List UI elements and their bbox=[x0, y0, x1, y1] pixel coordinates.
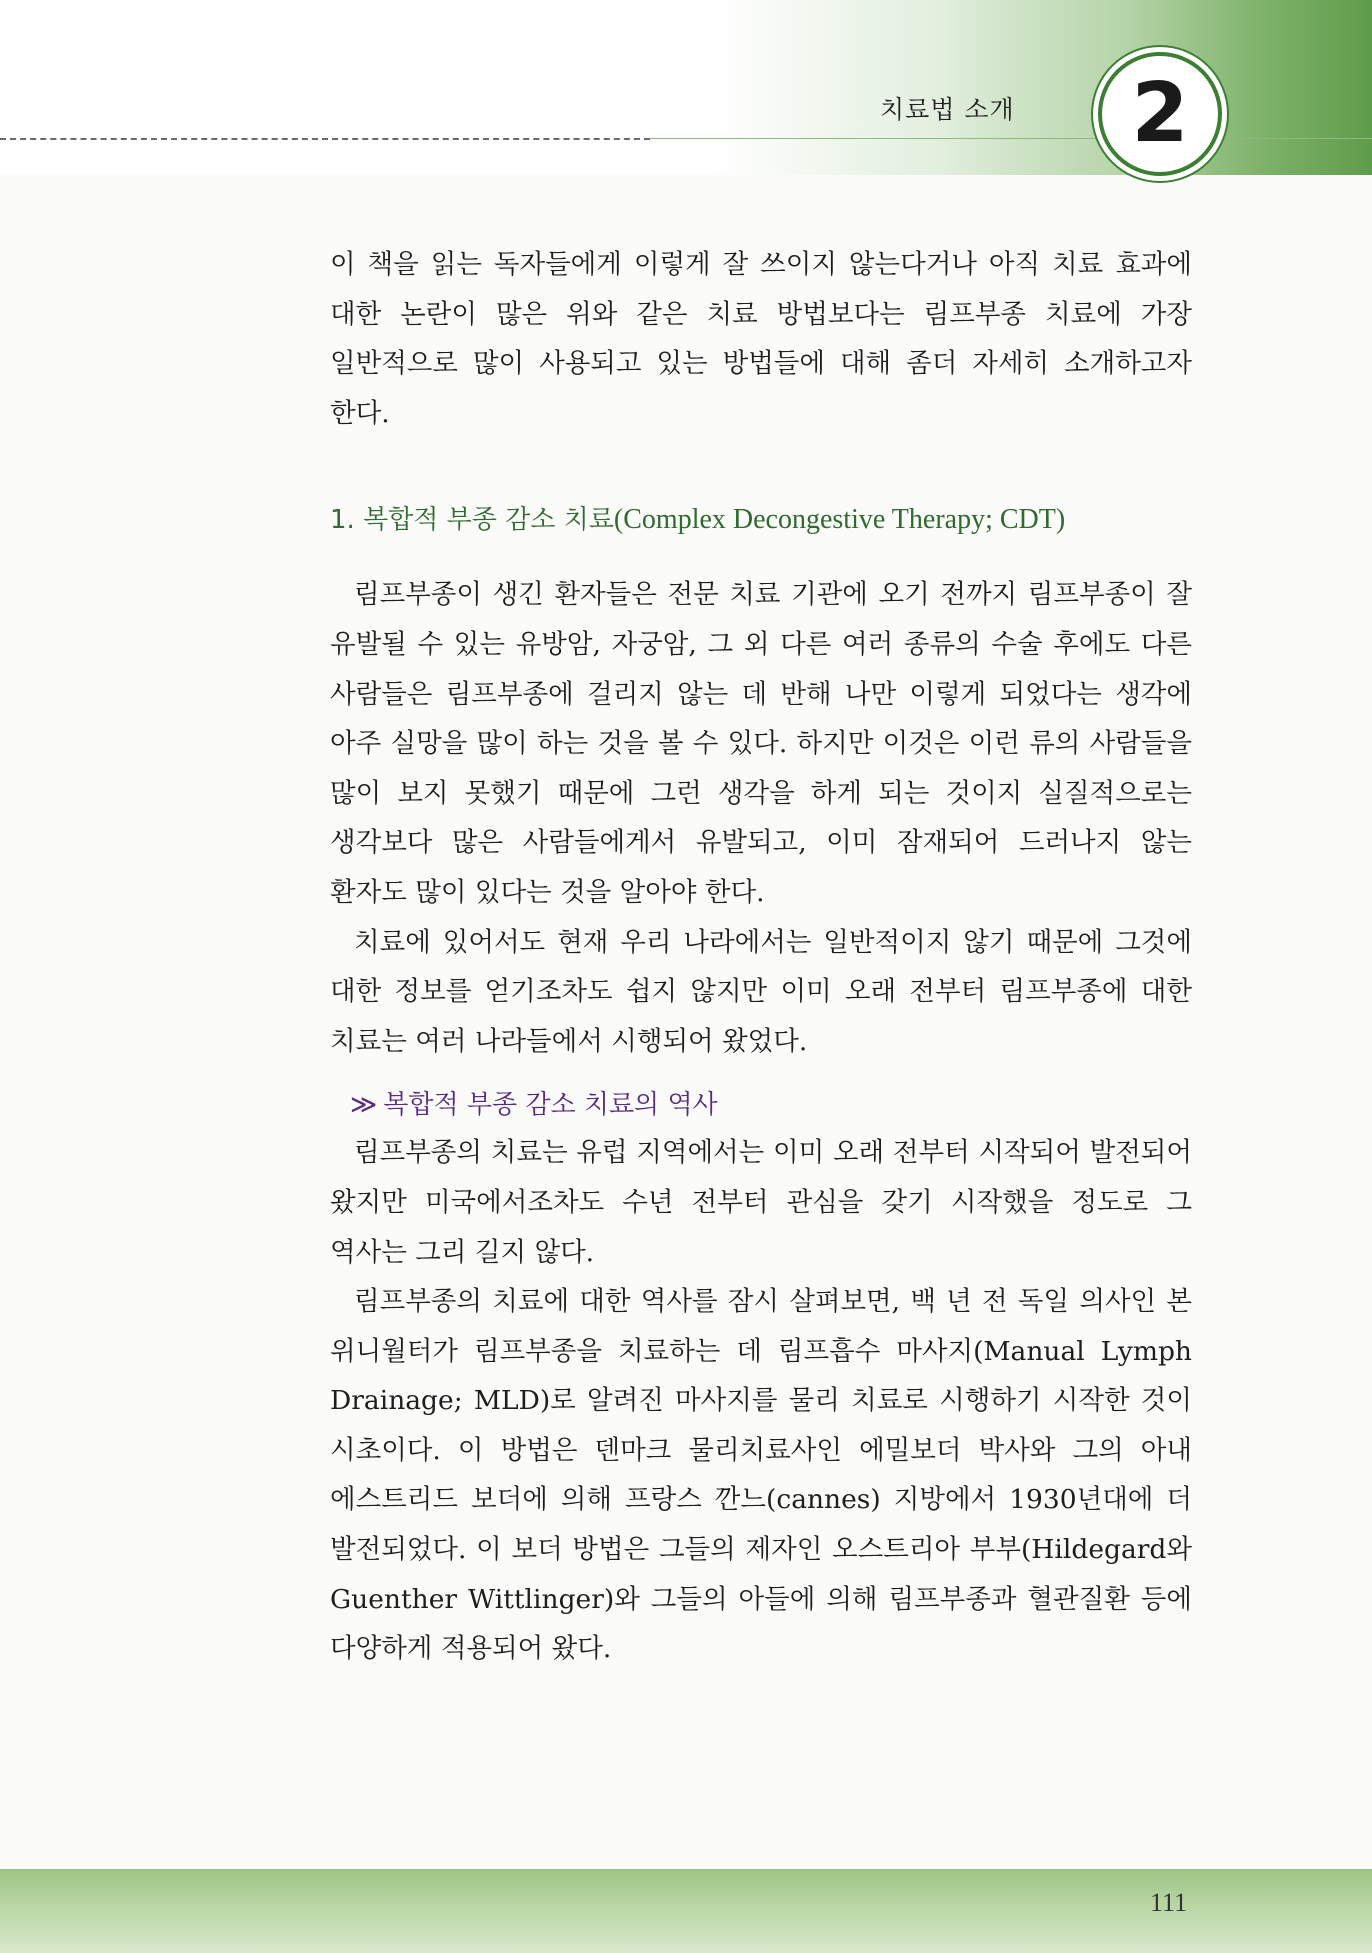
chapter-label: 치료법 소개 bbox=[880, 95, 1015, 124]
intro-paragraph: 이 책을 읽는 독자들에게 이렇게 잘 쓰이지 않는다거나 아직 치료 효과에 대한 논란이 많은 위와 같은 치료 방법보다는 림프부종 치료에 가장 일반적으로 많이 사용되고 있는 방법들에 대해 좀더 자세히 소개하고자 한다. bbox=[330, 249, 1192, 429]
section-paragraph: 치료에 있어서도 현재 우리 나라에서는 일반적이지 않기 때문에 그것에 대한 정보를 얻기조차도 쉽지 않지만 이미 오래 전부터 림프부종에 대한 치료는 여러 나라들에서 시행되어 왔었다. bbox=[330, 926, 1192, 1057]
subsection-marker-icon: ≫ bbox=[350, 1090, 378, 1121]
page-number: 111 bbox=[1150, 1888, 1188, 1917]
section-title bbox=[330, 500, 1192, 540]
section-paragraph: 림프부종이 생긴 환자들은 전문 치료 기관에 오기 전까지 림프부종이 잘 유발될 수 있는 유방암, 자궁암, 그 외 다른 여러 종류의 수술 후에도 다른 사람들은 림프부종에 걸리지 않는 데 반해 나만 이렇게 되었다는 생각에 아주 실망을 많이 하는 것을 볼 수 있다. 하지만 이것은 이런 류의 사람들을 많이 보지 못했기 때문에 그런 생각을 하게 되는 것이지 실질적으로는 생각보다 많은 사람들에게서 유발되고, 이미 잠재되어 드러나지 않는 환자도 많이 있다는 것을 알아야 한다. bbox=[330, 579, 1192, 908]
header-rule bbox=[650, 138, 1372, 139]
page-body bbox=[330, 240, 1192, 1674]
chapter-badge bbox=[1098, 52, 1222, 176]
subsection-paragraph: 림프부종의 치료는 유럽 지역에서는 이미 오래 전부터 시작되어 발전되어 왔지만 미국에서조차도 수년 전부터 관심을 갖기 시작했을 정도로 그 역사는 그리 길지 않다. bbox=[330, 1137, 1192, 1268]
subsection-paragraph: 림프부종의 치료에 대한 역사를 잠시 살펴보면, 백 년 전 독일 의사인 본 위니월터가 림프부종을 치료하는 데 림프흡수 마사지(Manual Lymph Drainage; MLD)로 알려진 마사지를 물리 치료로 시행하기 시작한 것이 시초이다. 이 방법은 덴마크 물리치료사인 에밀보더 박사와 그의 아내 에스트리드 보더에 의해 프랑스 깐느(cannes) 지방에서 1930년대에 더 발전되었다. 이 보더 방법은 그들의 제자인 오스트리아 부부(Hildegard와 Guenther Wittlinger)와 그들의 아들에 의해 림프부종과 혈관질환 등에 다양하게 적용되어 왔다. bbox=[330, 1286, 1192, 1665]
header-dashed-rule bbox=[0, 138, 650, 140]
chapter-number: 2 bbox=[1131, 66, 1189, 161]
subsection-heading bbox=[350, 1082, 1192, 1128]
subsection-title: 복합적 부종 감소 치료의 역사 bbox=[383, 1090, 718, 1121]
section-title-ko: 1. 복합적 부종 감소 치료 bbox=[330, 505, 614, 536]
section-title-en: (Complex Decongestive Therapy; CDT) bbox=[613, 504, 1066, 536]
